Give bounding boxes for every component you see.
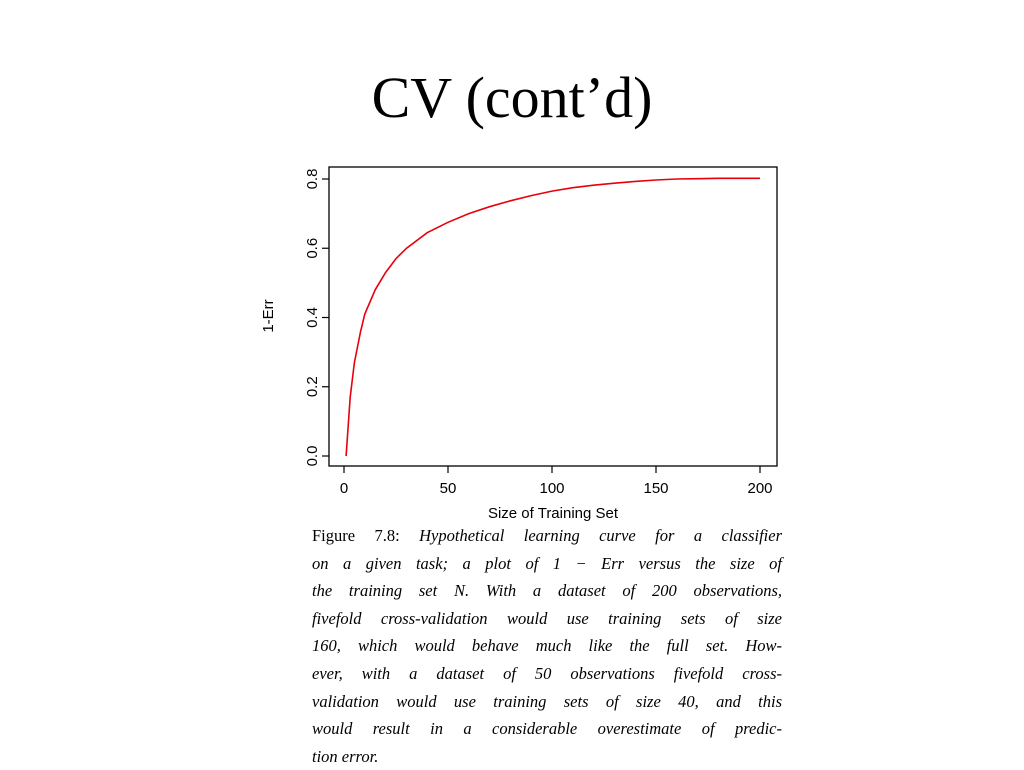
caption-line: the training set N. With a dataset of 200 observations, <box>312 581 782 601</box>
y-axis-label: 1-Err <box>260 299 277 333</box>
x-tick-label: 50 <box>439 480 457 497</box>
plot-frame <box>329 167 777 466</box>
caption-line: on a given task; a plot of 1 − Err versus the size of <box>312 553 782 573</box>
x-tick-label: 150 <box>643 480 669 497</box>
y-axis <box>304 169 329 467</box>
caption-text: Hypothetical learning curve for a classifier <box>399 526 783 545</box>
learning-curve-chart <box>240 150 800 530</box>
x-tick-label: 0 <box>339 480 349 497</box>
caption-line: fivefold cross-validation would use training sets of size <box>312 608 782 628</box>
x-axis <box>340 466 773 497</box>
series-line-1-err <box>346 178 760 456</box>
figure-caption <box>312 522 782 770</box>
caption-line: validation would use training sets of size 40, and this <box>312 691 782 711</box>
caption-line: would result in a considerable overestimate of predic- <box>312 719 782 739</box>
y-tick-label: 0.6 <box>304 237 321 259</box>
caption-figure-label: Figure 7.8: <box>312 526 400 545</box>
x-tick-label: 200 <box>747 480 773 497</box>
caption-line <box>312 522 782 550</box>
y-tick-label: 0.0 <box>304 445 321 467</box>
y-tick-label: 0.4 <box>304 307 321 328</box>
y-tick-label: 0.8 <box>304 168 321 190</box>
caption-line: ever, with a dataset of 50 observations fivefold cross- <box>312 663 782 683</box>
caption-line: tion error. <box>312 746 379 766</box>
y-tick-label: 0.2 <box>304 376 321 398</box>
slide-title: CV (cont’d) <box>371 65 653 130</box>
x-axis-label: Size of Training Set <box>487 505 619 522</box>
x-tick-label: 100 <box>539 480 565 497</box>
caption-line: 160, which would behave much like the full set. How- <box>312 636 782 656</box>
